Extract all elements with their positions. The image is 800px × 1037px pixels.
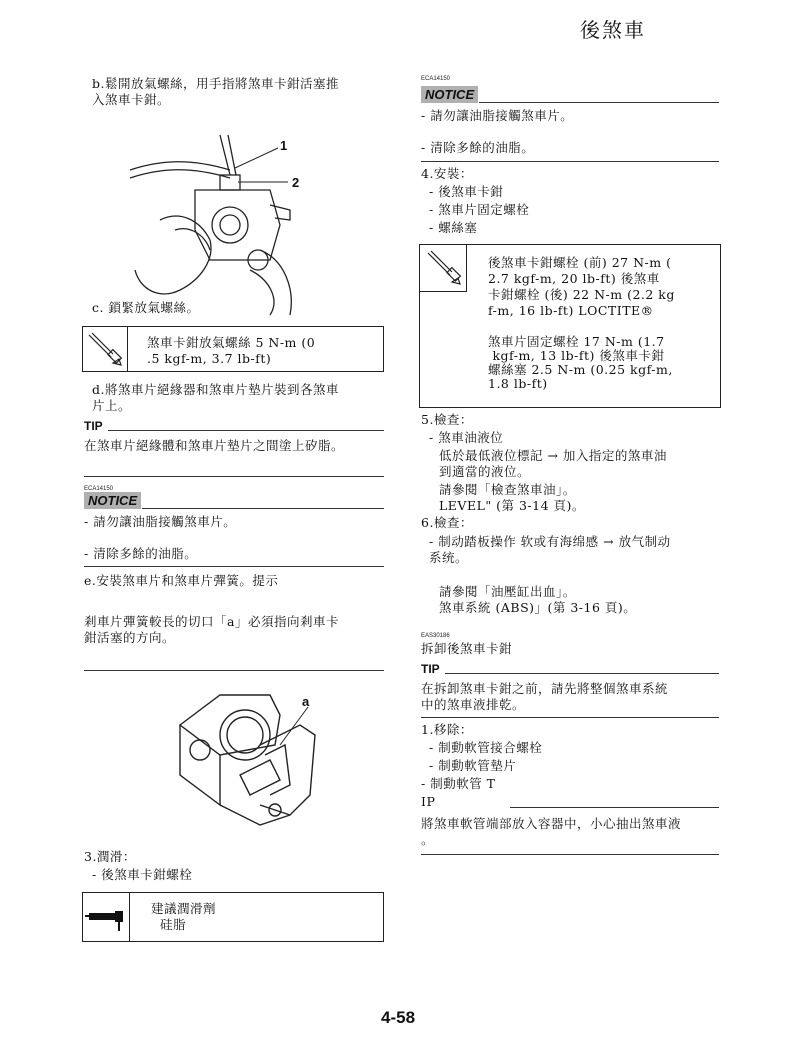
step-d-text: d.將煞車片絕緣器和煞車片墊片裝到各煞車 片上。 <box>92 382 339 413</box>
step1-item-gasket: - 制動軟管墊片 <box>429 758 517 773</box>
torque-spec-text-caliper: 後煞車卡鉗螺栓 (前) 27 N-m ( 2.7 kgf-m, 20 lb-ft) 後煞車 卡鉗螺栓 (後) 22 N-m (2.2 kg f-m, 16 lb-ft) LOCTITE® <box>488 255 675 318</box>
notice-rule-left <box>142 508 384 509</box>
step5-title: 5.檢查： <box>421 412 473 427</box>
tip-text-left: 在煞車片絕緣體和煞車片墊片之間塗上矽脂。 <box>84 438 345 453</box>
tip-end-rule-right <box>421 717 719 718</box>
tip-rule-left <box>108 430 384 431</box>
section-code: EAS30186 <box>421 633 450 639</box>
ip-rule <box>510 807 719 808</box>
final-instruction: 將煞車軟管端部放入容器中，小心抽出煞車液 。 <box>421 816 682 847</box>
page-header-title: 後煞車 <box>580 18 646 42</box>
notice-code-left: ECA14150 <box>84 486 114 492</box>
grease-gun-icon <box>83 893 129 941</box>
step5-detail: 低於最低液位標記 → 加入指定的煞車油 到適當的液位。 <box>439 448 667 479</box>
spring-end-rule <box>84 670 384 671</box>
lubricant-cell <box>83 893 130 941</box>
torque-cell-right <box>420 245 467 292</box>
figure-caliper-piston <box>120 130 320 320</box>
step-e-text: e.安裝煞車片和煞車片彈簧。提示 <box>84 573 279 588</box>
step4-item-pad-bolt: - 煞車片固定螺栓 <box>429 202 530 217</box>
notice-badge-right: NOTICE <box>421 86 478 103</box>
notice-line1-right: - 請勿讓油脂接觸煞車片。 <box>421 108 574 123</box>
torque-spec-text-1: 煞車卡鉗放氣螺絲 5 N-m (0 .5 kgf-m, 3.7 lb-ft) <box>147 335 316 366</box>
tip-text-right: 在拆卸煞車卡鉗之前，請先將整個煞車系統 中的煞車液排乾。 <box>421 681 669 712</box>
torque-spec-text-pad-bolt: 煞車片固定螺栓 17 N-m (1.7 kgf-m, 13 lb-ft) 後煞車卡鉗 螺絲塞 2.5 N-m (0.25 kgf-m, 1.8 lb-ft) <box>488 334 673 391</box>
step1-item-union-bolt: - 制動軟管接合螺栓 <box>429 740 543 755</box>
notice-line2-left: - 清除多餘的油脂。 <box>84 546 198 561</box>
spring-direction-text: 剎車片彈簧較長的切口「a」必須指向剎車卡 鉗活塞的方向。 <box>84 614 339 645</box>
step3-title: 3.潤滑： <box>84 849 136 864</box>
step6-title: 6.檢查： <box>421 515 473 530</box>
step-c-text: c. 鎖緊放氣螺絲。 <box>92 300 200 315</box>
ip-fragment: IP <box>421 794 436 809</box>
notice-code-right: ECA14150 <box>421 76 451 82</box>
tip-label-right: TIP <box>421 662 440 676</box>
section-title: 拆卸後煞車卡鉗 <box>421 641 513 656</box>
notice-line1-left: - 請勿讓油脂接觸煞車片。 <box>84 514 237 529</box>
step1-title: 1.移除： <box>421 722 473 737</box>
figure1-callout-2: 2 <box>292 175 300 190</box>
tip-label-left: TIP <box>84 419 103 433</box>
tip-rule-right <box>445 673 719 674</box>
torque-cell <box>83 327 128 371</box>
step6-reference: 請參閱「油壓缸出血」。 煞車系統 (ABS)」(第 3-16 頁)。 <box>439 584 637 615</box>
step1-item-hose: - 制動軟管 T <box>421 776 496 791</box>
torque-wrench-icon <box>83 327 127 371</box>
lubricant-spec-box <box>82 892 384 942</box>
notice-rule-right <box>479 102 719 103</box>
step4-item-caliper: - 後煞車卡鉗 <box>429 184 504 199</box>
torque-spec-box-bleed-screw <box>82 326 384 372</box>
figure1-callout-1: 1 <box>280 138 288 153</box>
notice-badge-left: NOTICE <box>84 492 141 509</box>
torque-wrench-icon <box>420 245 466 291</box>
step6-item: - 制动踏板操作 软或有海绵感 → 放气制动 系统。 <box>429 534 671 565</box>
tip-end-rule-left <box>84 476 384 477</box>
notice-line2-right: - 清除多餘的油脂。 <box>421 140 535 155</box>
step-b-text: b.鬆開放氣螺絲，用手指將煞車卡鉗活塞推 入煞車卡鉗。 <box>92 76 339 107</box>
step5-item: - 煞車油液位 <box>429 430 504 445</box>
figure2-callout-a: a <box>302 694 310 709</box>
page-number: 4-58 <box>381 1008 416 1027</box>
step5-reference: 請參閱「檢查煞車油」。 LEVEL" (第 3-14 頁)。 <box>439 482 585 513</box>
step4-item-plug: - 螺絲塞 <box>429 220 478 235</box>
lubricant-text: 建議潤滑劑 硅脂 <box>151 901 217 932</box>
step3-item: - 後煞車卡鉗螺栓 <box>92 867 193 882</box>
step4-title: 4.安裝： <box>421 166 473 181</box>
torque-spec-box-caliper <box>419 244 721 408</box>
final-end-rule <box>421 854 719 855</box>
notice-end-rule-right <box>421 161 719 162</box>
notice-end-rule-left <box>84 566 384 567</box>
